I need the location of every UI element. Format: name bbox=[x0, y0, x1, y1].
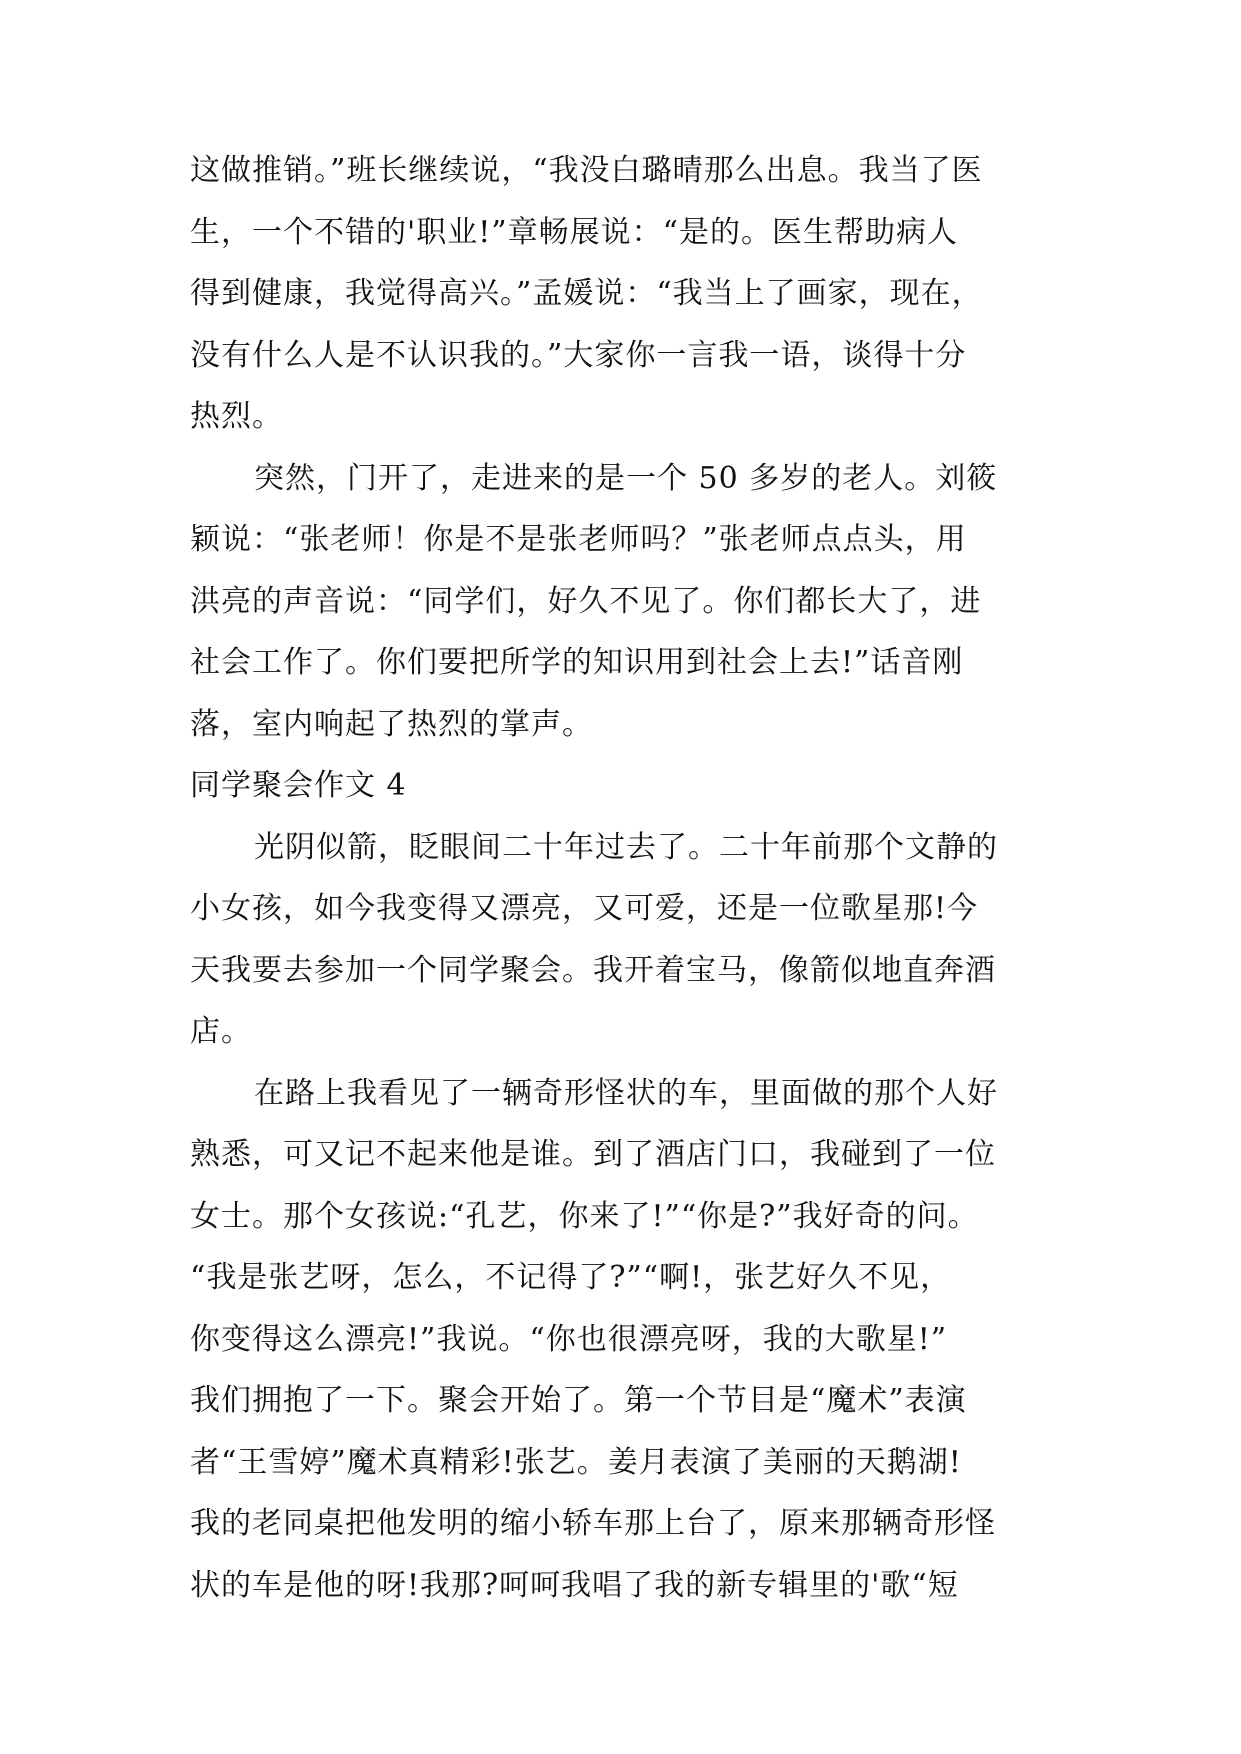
section-heading: 同学聚会作文 4 bbox=[190, 768, 407, 803]
text-line: 我们拥抱了一下。聚会开始了。第一个节目是“魔术”表演 bbox=[190, 1383, 967, 1418]
text-line: 店。 bbox=[190, 1014, 252, 1049]
paragraph-first-line: 突然，门开了，走进来的是一个 50 多岁的老人。刘筱 bbox=[254, 460, 998, 496]
text-line: 生，一个不错的'职业!”章畅展说：“是的。医生帮助病人 bbox=[190, 214, 958, 250]
text-line: 热烈。 bbox=[190, 399, 283, 434]
text-line: 状的车是他的呀!我那?呵呵我唱了我的新专辑里的'歌“短 bbox=[190, 1567, 959, 1603]
text-line: 天我要去参加一个同学聚会。我开着宝马，像箭似地直奔酒 bbox=[190, 952, 996, 988]
text-line: 者“王雪婷”魔术真精彩!张艺。姜月表演了美丽的天鹅湖! bbox=[190, 1444, 962, 1480]
text-line: 小女孩，如今我变得又漂亮，又可爱，还是一位歌星那!今 bbox=[190, 891, 979, 926]
text-line: 熟悉，可又记不起来他是谁。到了酒店门口，我碰到了一位 bbox=[190, 1137, 996, 1172]
text-line: 你变得这么漂亮!”我说。“你也很漂亮呀，我的大歌星!” bbox=[190, 1321, 948, 1357]
text-line: 这做推销。”班长继续说，“我没白璐晴那么出息。我当了医 bbox=[190, 153, 983, 188]
document-body bbox=[190, 140, 1070, 1616]
text-line: 社会工作了。你们要把所学的知识用到社会上去!”话音刚 bbox=[190, 645, 964, 680]
text-line: 颖说：“张老师！你是不是张老师吗？”张老师点点头，用 bbox=[190, 522, 967, 557]
text-line: 落，室内响起了热烈的掌声。 bbox=[190, 706, 593, 742]
text-line: 得到健康，我觉得高兴。”孟媛说：“我当上了画家，现在， bbox=[190, 276, 983, 311]
text-line: 我的老同桌把他发明的缩小轿车那上台了，原来那辆奇形怪 bbox=[190, 1506, 996, 1541]
text-line: 洪亮的声音说：“同学们，好久不见了。你们都长大了，进 bbox=[190, 583, 982, 619]
paragraph-first-line: 在路上我看见了一辆奇形怪状的车，里面做的那个人好 bbox=[254, 1075, 998, 1111]
text-line: 没有什么人是不认识我的。”大家你一言我一语，谈得十分 bbox=[190, 337, 967, 373]
text-line: “我是张艺呀，怎么，不记得了?”“啊!，张艺好久不见， bbox=[190, 1260, 952, 1295]
text-line: 女士。那个女孩说:“孔艺，你来了!”“你是?”我好奇的问。 bbox=[190, 1198, 979, 1234]
paragraph-first-line: 光阴似箭，眨眼间二十年过去了。二十年前那个文静的 bbox=[254, 829, 998, 865]
